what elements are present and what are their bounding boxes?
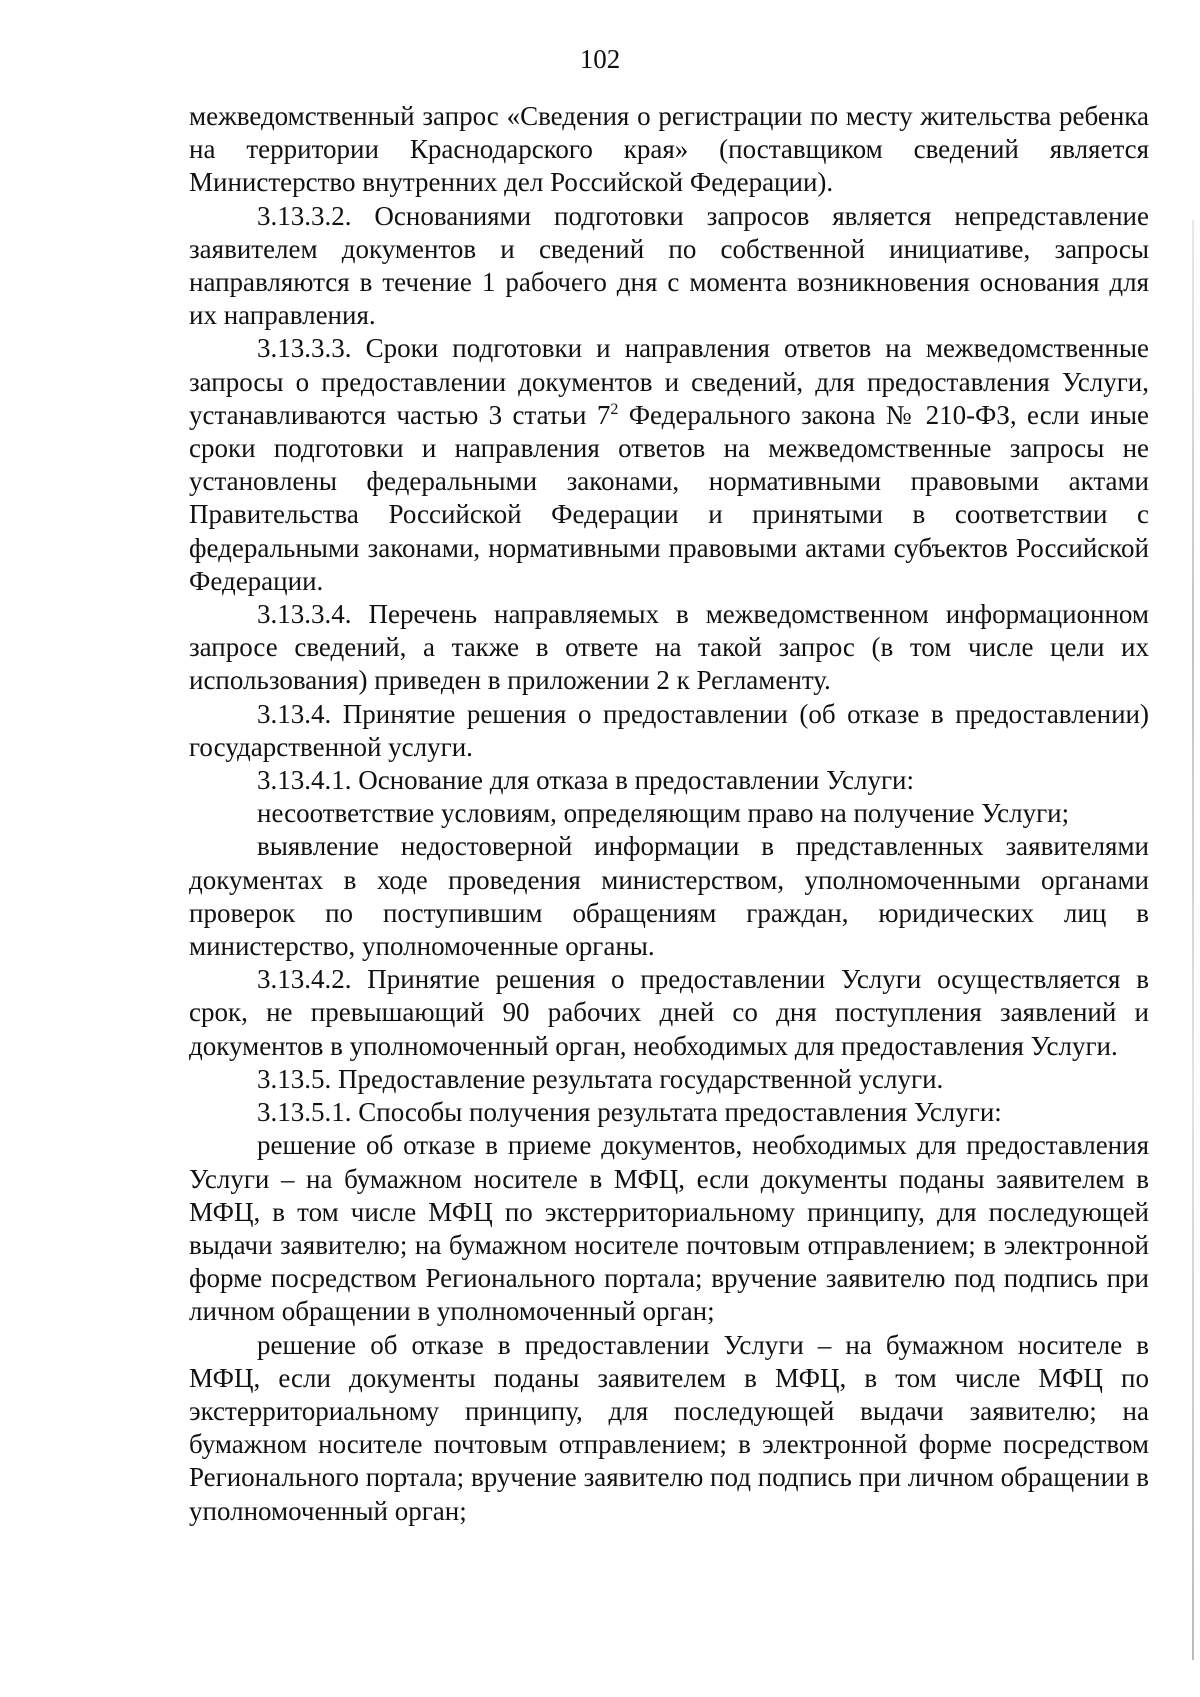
page-number: 102 [579, 44, 621, 74]
paragraph-3-13-3-3-tail: Федерального закона № 210-ФЗ, если иные сроки подготовки и направления ответов на межведомственные запросы не установлены федеральными законами, нормативными правовыми актами Правительства Российской Федерации и принятыми в соответствии с федеральными законами, нормативными правовыми актами субъектов Российской Федерации. [189, 399, 1149, 596]
paragraph-refusal-reason-1: несоответствие условиям, определяющим право на получение Услуги; [257, 798, 1070, 829]
paragraph-3-13-4-1: 3.13.4.1. Основание для отказа в предоставлении Услуги: [257, 765, 914, 796]
document-body [189, 100, 1149, 1528]
paragraph-interagency-request: межведомственный запрос «Сведения о регистрации по месту жительства ребенка на территории Краснодарского края» (поставщиком сведений является Министерство внутренних дел Российской Федерации). [189, 101, 1149, 198]
paragraph-3-13-3-3-head: 3.13.3.3. Сроки подготовки и направления ответов на межведомственные запросы о предоставлении документов и сведений, для предоставления Услуги, устанавливаются частью 3 статьи 7 [189, 333, 1149, 430]
paragraph-3-13-5: 3.13.5. Предоставление результата государственной услуги. [257, 1063, 944, 1094]
paragraph-3-13-3-3 [189, 332, 1149, 598]
paragraph-3-13-3-4: 3.13.3.4. Перечень направляемых в межведомственном информационном запросе сведений, а также в ответе на такой запрос (в том числе цели их использования) приведен в приложении 2 к Регламенту. [189, 599, 1149, 696]
scan-edge-line [1192, 220, 1194, 1660]
paragraph-3-13-4: 3.13.4. Принятие решения о предоставлении (об отказе в предоставлении) государственной услуги. [189, 698, 1149, 762]
superscript-article-number: 2 [610, 400, 619, 418]
paragraph-3-13-5-1: 3.13.5.1. Способы получения результата предоставления Услуги: [257, 1097, 1002, 1128]
paragraph-refusal-reason-2: выявление недостоверной информации в представленных заявителями документах в ходе проведения министерством, уполномоченными органами проверок по поступившим обращениям граждан, юридических лиц в министерство, уполномоченные органы. [189, 831, 1149, 962]
paragraph-3-13-3-2: 3.13.3.2. Основаниями подготовки запросов является непредставление заявителем документов и сведений по собственной инициативе, запросы направляются в течение 1 рабочего дня с момента возникновения основания для их направления. [189, 200, 1149, 331]
paragraph-result-method-1: решение об отказе в приеме документов, необходимых для предоставления Услуги – на бумажном носителе в МФЦ, если документы поданы заявителем в МФЦ, в том числе МФЦ по экстерриториальному принципу, для последующей выдачи заявителю; на бумажном носителе почтовым отправлением; в электронной форме посредством Регионального портала; вручение заявителю под подпись при личном обращении в уполномоченный орган; [189, 1130, 1149, 1327]
paragraph-result-method-2: решение об отказе в предоставлении Услуги – на бумажном носителе в МФЦ, если документы поданы заявителем в МФЦ, в том числе МФЦ по экстерриториальному принципу, для последующей выдачи заявителю; на бумажном носителе почтовым отправлением; в электронной форме посредством Регионального портала; вручение заявителю под подпись при личном обращении в уполномоченный орган; [189, 1329, 1149, 1526]
paragraph-3-13-4-2: 3.13.4.2. Принятие решения о предоставлении Услуги осуществляется в срок, не превышающий 90 рабочих дней со дня поступления заявлений и документов в уполномоченный орган, необходимых для предоставления Услуги. [189, 964, 1149, 1061]
